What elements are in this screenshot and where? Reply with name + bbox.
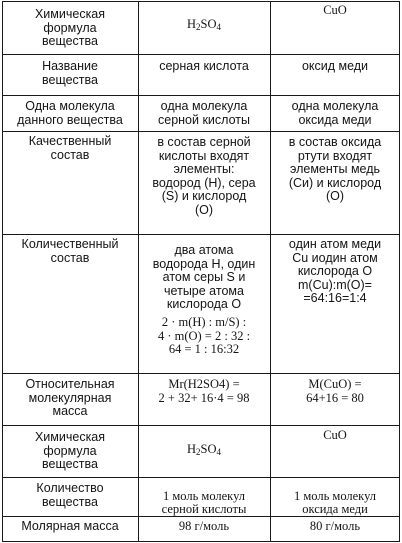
cell-sulfuric-qualitative: в состав серной кислоты входят элементы: водород (Н), сера (S) и кислород (О): [152, 135, 256, 217]
cell-copper-name: оксид меди: [301, 59, 369, 73]
row-label-one-molecule: Одна молекула данного вещества: [17, 99, 123, 127]
formula-subscript-2: 2: [196, 446, 201, 457]
row-divider-top: [2, 1, 400, 2]
cell-copper-formula: CuO: [323, 3, 347, 17]
formula-element-h: H: [186, 441, 197, 456]
table-border-right: [399, 1, 400, 542]
formula-subscript-4: 4: [216, 21, 221, 32]
row-divider-8: [2, 516, 400, 517]
row-divider-bottom: [2, 541, 400, 542]
cell-sulfuric-name: серная кислота: [159, 59, 249, 73]
row-divider-3: [2, 131, 400, 132]
cell-copper-formula-2: CuO: [323, 428, 347, 442]
row-label-amount-of-substance: Количество вещества: [36, 481, 104, 509]
formula-subscript-2: 2: [196, 21, 201, 32]
cell-sulfuric-molar-mass: 98 г/моль: [178, 519, 230, 533]
cell-sulfuric-molecule: одна молекула серной кислоты: [158, 99, 250, 127]
row-divider-5: [2, 373, 400, 374]
formula-element-so: SO: [200, 441, 217, 456]
row-label-qualitative-composition: Качественный состав: [28, 134, 112, 162]
cell-copper-qualitative: в состав оксида ртути входят элементы медь (Си) и кислород (О): [288, 135, 382, 204]
column-divider-1: [138, 1, 139, 542]
row-label-molar-mass: Молярная масса: [21, 519, 119, 533]
row-label-substance-name: Название вещества: [42, 59, 98, 87]
cell-sulfuric-mass-ratio: 2 · m(H) : m/S) : 4 · m(O) = 2 : 32 : 64 = 1 : 16:32: [157, 315, 251, 357]
column-divider-2: [270, 1, 271, 542]
row-label-chemical-formula: Химическая формула вещества: [34, 7, 106, 49]
formula-subscript-4: 4: [216, 446, 221, 457]
cell-copper-amount: 1 моль молекул оксида меди: [293, 489, 377, 516]
cell-copper-relative-mass: M(CuO) = 64+16 = 80: [306, 377, 364, 405]
cell-copper-molar-mass: 80 г/моль: [309, 519, 361, 533]
row-label-relative-molecular-mass: Относительная молекулярная масса: [25, 377, 115, 419]
row-divider-7: [2, 477, 400, 478]
row-label-chemical-formula-2: Химическая формула вещества: [34, 430, 106, 472]
row-label-quantitative-composition: Количественный состав: [21, 237, 119, 265]
row-divider-6: [2, 425, 400, 426]
cell-sulfuric-relative-mass: Mr(H2SO4) = 2 + 32+ 16·4 = 98: [158, 377, 250, 405]
cell-sulfuric-quantitative: два атома водорода Н, один атом серы S и четыре атома кислорода О: [152, 243, 256, 312]
row-divider-1: [2, 54, 400, 55]
formula-element-h: H: [186, 16, 197, 31]
cell-copper-quantitative: один атом меди Cu иодин атом кислорода О m(Cu):m(O)= =64:16=1:4: [288, 237, 382, 306]
table-border-left: [2, 1, 3, 542]
formula-element-so: SO: [200, 16, 217, 31]
cell-copper-molecule: одна молекула оксида меди: [291, 99, 379, 127]
cell-sulfuric-formula: [140, 4, 268, 34]
row-divider-4: [2, 234, 400, 235]
cell-sulfuric-formula-2: [140, 429, 268, 459]
cell-sulfuric-amount: 1 моль молекул серной кислоты: [161, 489, 247, 516]
row-divider-2: [2, 95, 400, 96]
